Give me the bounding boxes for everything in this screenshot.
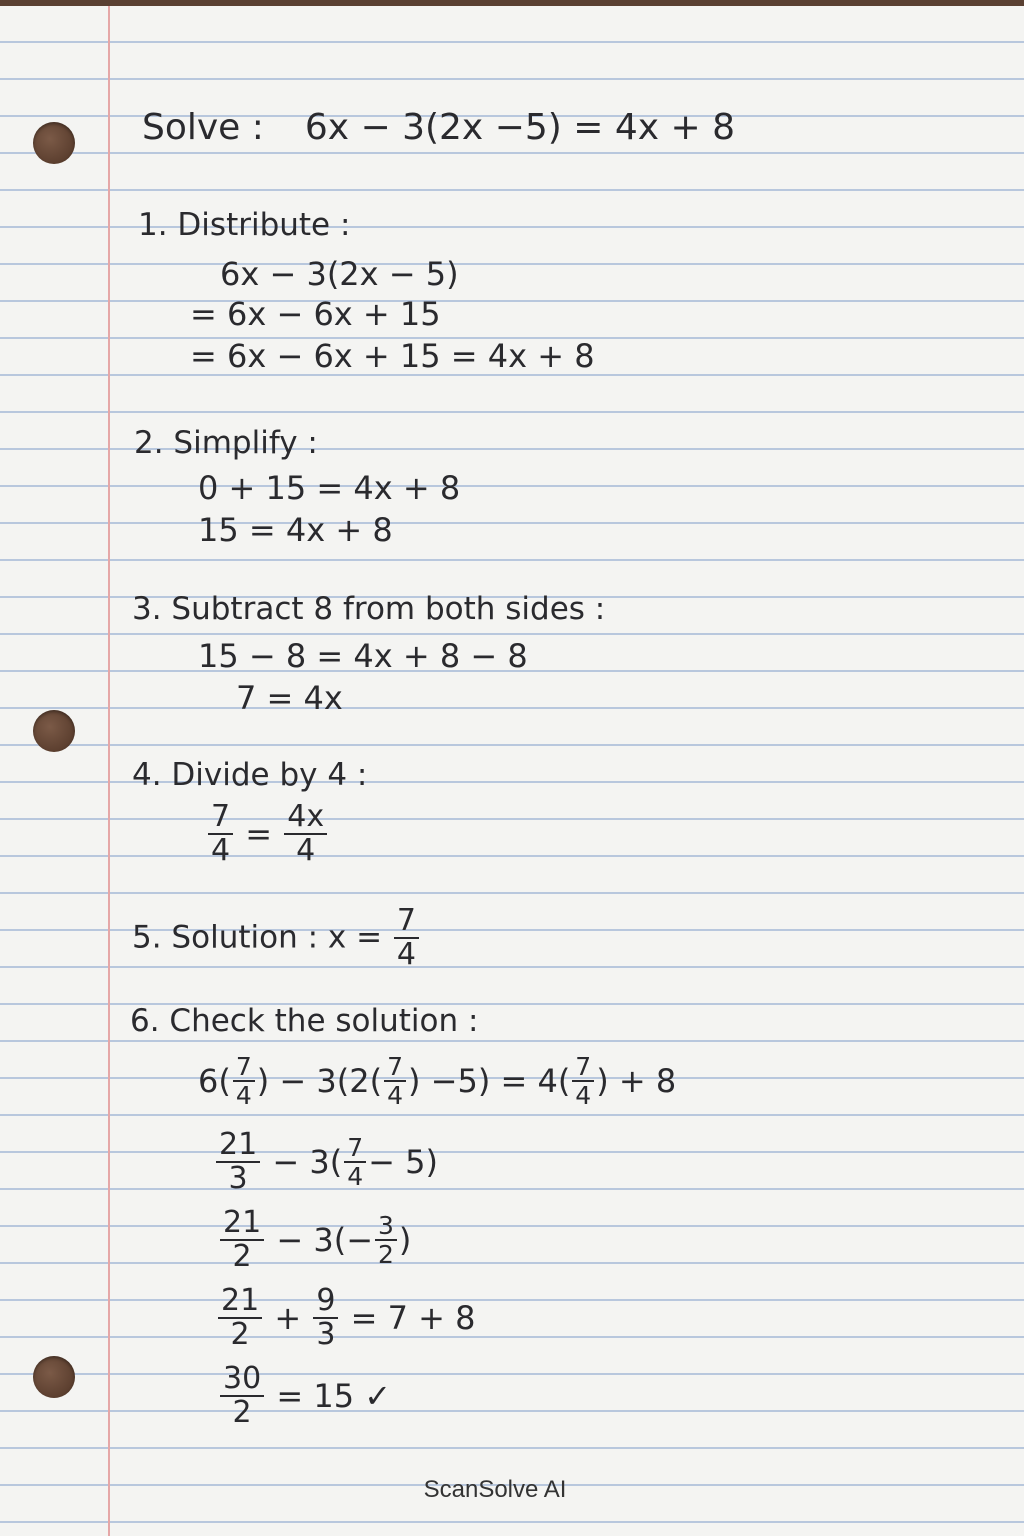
punch-hole-top (33, 122, 75, 164)
check-line-3: $\frac{21}{2}$ − 3(− $\frac{3}{2}$ ) (218, 1208, 411, 1272)
step-1-line-3: = 6x − 6x + 15 = 4x + 8 (190, 337, 595, 375)
fraction: $\frac{30}{2}$ (220, 1364, 264, 1428)
step-3-line-1: 15 − 8 = 4x + 8 − 8 (198, 637, 528, 675)
fraction: $\frac{7}{4}$ (384, 1054, 406, 1108)
step-4-equation: $\frac{7}{4}$ = $\frac{4x}{4}$ (206, 802, 329, 866)
step-2-header: 2. Simplify : (134, 425, 318, 461)
step-5-header: 5. Solution : (132, 919, 319, 956)
margin-line (108, 6, 110, 1536)
check-line-1: 6( $\frac{7}{4}$ ) − 3(2( $\frac{7}{4}$ ) −5) = 4( $\frac{7}{4}$ ) + 8 (198, 1052, 677, 1110)
fraction: $\frac{21}{2}$ (220, 1208, 264, 1272)
fraction: $\frac{7}{4}$ (572, 1054, 594, 1108)
punch-hole-bottom (33, 1356, 75, 1398)
notebook-paper (0, 6, 1024, 1536)
step-2-line-1: 0 + 15 = 4x + 8 (198, 469, 461, 507)
step-1-line-2: = 6x − 6x + 15 (190, 295, 441, 333)
step-2-line-2: 15 = 4x + 8 (198, 511, 393, 549)
problem-statement (142, 107, 736, 148)
fraction: $\frac{7}{4}$ (233, 1054, 255, 1108)
scansolve-watermark: ScanSolve AI (423, 1476, 567, 1503)
check-line-5: $\frac{30}{2}$ = 15 ✓ (218, 1364, 391, 1428)
fraction: $\frac{7}{4}$ (208, 802, 233, 866)
fraction: $\frac{7}{4}$ (394, 906, 419, 970)
fraction: $\frac{3}{2}$ (375, 1213, 397, 1267)
step-1-header: 1. Distribute : (138, 207, 351, 243)
check-line-4: $\frac{21}{2}$ + $\frac{9}{3}$ = 7 + 8 (216, 1286, 475, 1350)
step-5-solution (132, 903, 421, 972)
fraction: $\frac{21}{2}$ (218, 1286, 262, 1350)
step-1-line-1: 6x − 3(2x − 5) (220, 255, 459, 293)
step-3-header: 3. Subtract 8 from both sides : (132, 591, 606, 627)
problem-label: Solve : (142, 107, 264, 148)
fraction: $\frac{9}{3}$ (313, 1286, 338, 1350)
check-line-2: $\frac{21}{3}$ − 3( $\frac{7}{4}$ − 5) (214, 1130, 438, 1194)
fraction: $\frac{21}{3}$ (216, 1130, 260, 1194)
problem-equation: 6x − 3(2x −5) = 4x + 8 (304, 107, 736, 148)
punch-hole-middle (33, 710, 75, 752)
fraction: $\frac{4x}{4}$ (284, 802, 327, 866)
solution-var: x = (327, 919, 383, 956)
step-4-header: 4. Divide by 4 : (132, 757, 368, 793)
step-6-header: 6. Check the solution : (130, 1003, 479, 1039)
step-3-line-2: 7 = 4x (236, 679, 343, 717)
fraction: $\frac{7}{4}$ (344, 1135, 366, 1189)
